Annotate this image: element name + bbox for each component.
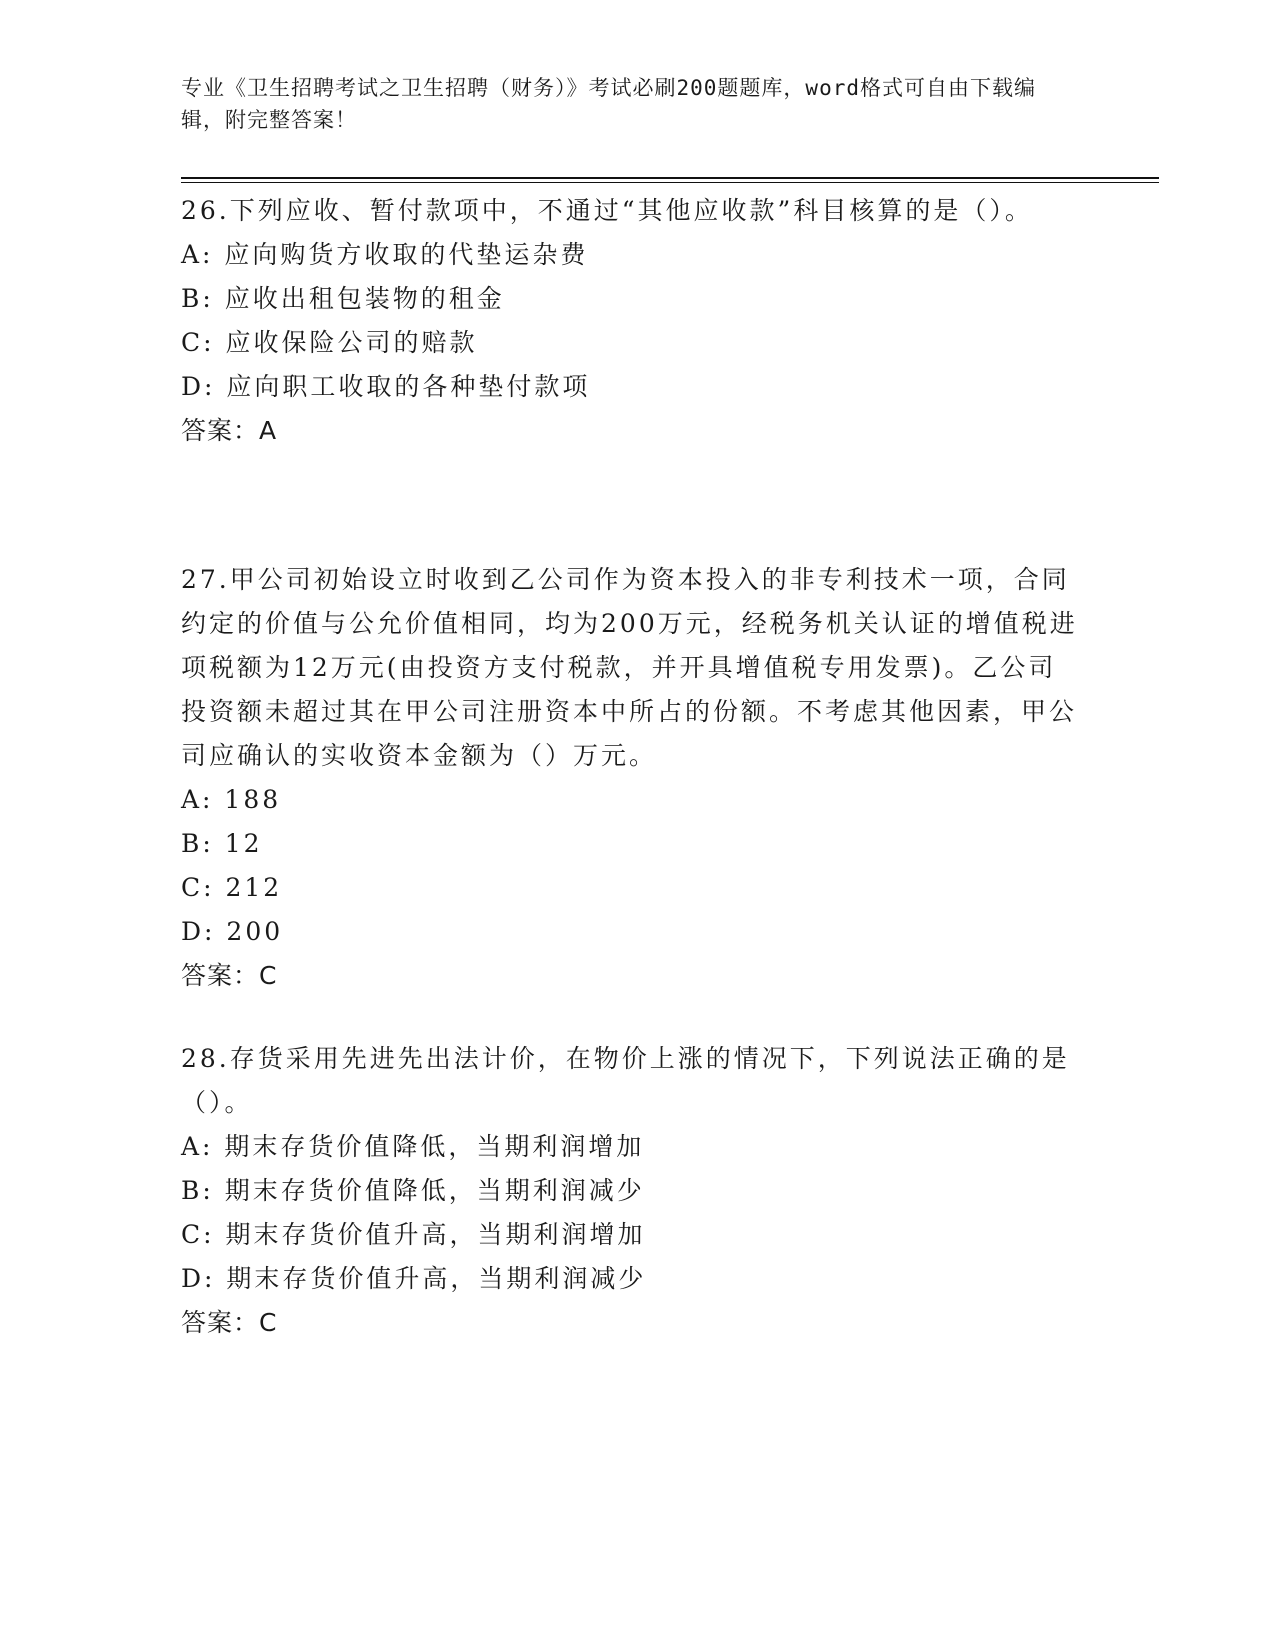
question-26 — [181, 189, 1081, 453]
question-28 — [181, 1037, 1081, 1345]
question-stem: 27.甲公司初始设立时收到乙公司作为资本投入的非专利技术一项，合同约定的价值与公允价值相同，均为200万元，经税务机关认证的增值税进项税额为12万元(由投资方支付税款，并开具增值税专用发票)。乙公司投资额未超过其在甲公司注册资本中所占的份额。不考虑其他因素，甲公司应确认的实收资本金额为（）万元。 — [181, 565, 1078, 770]
question-stem: 28.存货采用先进先出法计价，在物价上涨的情况下，下列说法正确的是（）。 — [181, 1044, 1070, 1117]
question-27 — [181, 558, 1081, 998]
header-divider-thin — [181, 182, 1159, 183]
option-c: C: 应收保险公司的赔款 — [181, 328, 478, 357]
answer: 答案：C — [181, 1308, 278, 1337]
option-a: A: 期末存货价值降低，当期利润增加 — [181, 1132, 645, 1161]
option-c: C: 212 — [181, 873, 283, 902]
option-c: C: 期末存货价值升高，当期利润增加 — [181, 1220, 646, 1249]
option-b: B: 期末存货价值降低，当期利润减少 — [181, 1176, 645, 1205]
document-header: 专业《卫生招聘考试之卫生招聘（财务）》考试必刷200题题库，word格式可自由下载编辑，附完整答案！ — [181, 76, 1036, 132]
option-d: D: 200 — [181, 917, 284, 946]
answer: 答案：C — [181, 961, 278, 990]
option-b: B: 12 — [181, 829, 263, 858]
answer: 答案：A — [181, 416, 278, 445]
option-a: A: 188 — [181, 785, 282, 814]
option-a: A: 应向购货方收取的代垫运杂费 — [181, 240, 589, 269]
question-stem: 26.下列应收、暂付款项中，不通过“其他应收款”科目核算的是（）。 — [181, 196, 1033, 225]
header-divider-thick — [181, 177, 1159, 179]
option-d: D: 期末存货价值升高，当期利润减少 — [181, 1264, 647, 1293]
option-b: B: 应收出租包装物的租金 — [181, 284, 505, 313]
option-d: D: 应向职工收取的各种垫付款项 — [181, 372, 591, 401]
